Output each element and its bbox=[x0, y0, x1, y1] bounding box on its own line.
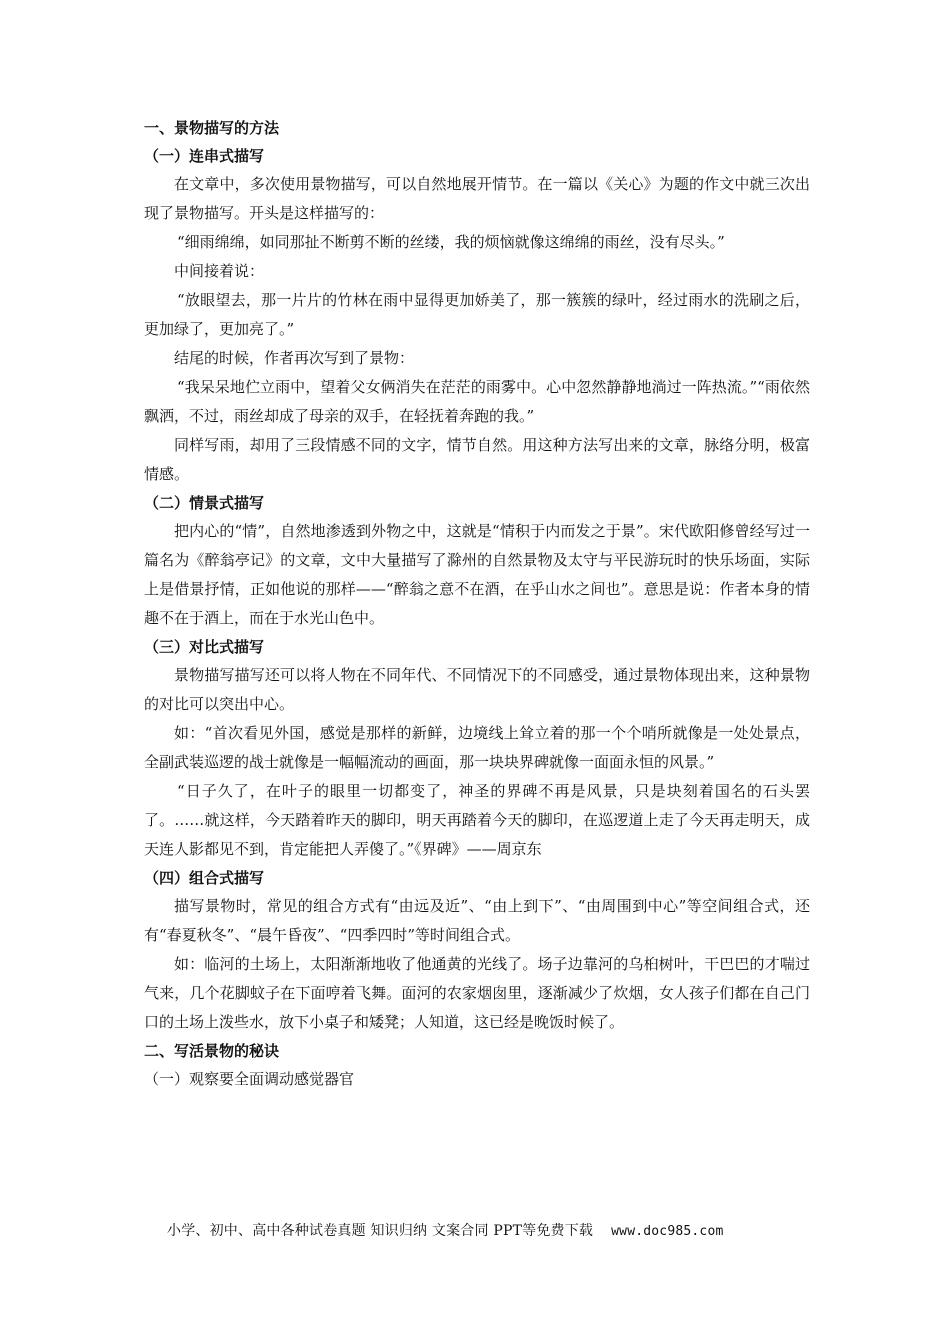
quote-paragraph: “放眼望去，那一片片的竹林在雨中显得更加娇美了，那一簇簇的绿叶，经过雨水的洗刷之后，更加绿了，更加亮了。” bbox=[144, 291, 810, 338]
paragraph: 中间接着说： bbox=[174, 262, 265, 280]
subheading-serial: （一）连串式描写 bbox=[144, 147, 265, 165]
page-footer bbox=[167, 1220, 867, 1240]
quote-paragraph: “细雨绵绵，如同那扯不断剪不断的丝缕，我的烦恼就像这绵绵的雨丝，没有尽头。” bbox=[177, 233, 725, 251]
section-heading-secrets: 二、写活景物的秘诀 bbox=[144, 1042, 280, 1060]
paragraph: 描写景物时，常见的组合方式有“由远及近”、“由上到下”、“由周围到中心”等空间组合式，还有“春夏秋冬”、“晨午昏夜”、“四季四时”等时间组合式。 bbox=[144, 897, 810, 944]
paragraph: 结尾的时候，作者再次写到了景物： bbox=[174, 349, 415, 367]
subheading-combination: （四）组合式描写 bbox=[144, 869, 265, 887]
quote-paragraph: “我呆呆地伫立雨中，望着父女俩消失在茫茫的雨雾中。心中忽然静静地淌过一阵热流。”“雨依然飘洒，不过，雨丝却成了母亲的双手，在轻抚着奔跑的我。” bbox=[144, 378, 810, 425]
paragraph: 如：临河的土场上，太阳渐渐地收了他通黄的光线了。场子边靠河的乌桕树叶，干巴巴的才喘过气来，几个花脚蚊子在下面哼着飞舞。面河的农家烟囱里，逐渐减少了炊烟，女人孩子们都在自己门口的土场上泼些水，放下小桌子和矮凳；人知道，这已经是晚饭时候了。 bbox=[144, 955, 810, 1031]
footer-site-link[interactable]: www.doc985.com bbox=[611, 1224, 724, 1239]
quote-paragraph: “日子久了，在叶子的眼里一切都变了，神圣的界碑不再是风景，只是块刻着国名的石头罢了。……就这样，今天踏着昨天的脚印，明天再踏着今天的脚印，在巡逻道上走了今天再走明天，成天连人影都见不到，肯定能把人弄傻了。”《界碑》——周京东 bbox=[144, 782, 810, 858]
paragraph: 景物描写描写还可以将人物在不同年代、不同情况下的不同感受，通过景物体现出来，这种景物的对比可以突出中心。 bbox=[144, 666, 810, 713]
paragraph: 把内心的“情”，自然地渗透到外物之中，这就是“情积于内而发之于景”。宋代欧阳修曾经写过一篇名为《醉翁亭记》的文章，文中大量描写了滁州的自然景物及太守与平民游玩时的快乐场面，实际上是借景抒情，正如他说的那样——“醉翁之意不在酒，在乎山水之间也”。意思是说：作者本身的情趣不在于酒上，而在于水光山色中。 bbox=[144, 522, 810, 627]
footer-text: 小学、初中、高中各种试卷真题 知识归纳 文案合同 PPT等免费下载 bbox=[167, 1223, 594, 1239]
section-heading-methods: 一、景物描写的方法 bbox=[144, 119, 280, 137]
subheading-observation: （一）观察要全面调动感觉器官 bbox=[144, 1070, 355, 1088]
paragraph: 同样写雨，却用了三段情感不同的文字，情节自然。用这种方法写出来的文章，脉络分明，极富情感。 bbox=[144, 436, 810, 483]
paragraph: 在文章中，多次使用景物描写，可以自然地展开情节。在一篇以《关心》为题的作文中就三次出现了景物描写。开头是这样描写的： bbox=[144, 175, 810, 222]
subheading-contrast: （三）对比式描写 bbox=[144, 638, 265, 656]
document-body bbox=[144, 114, 810, 1093]
subheading-scene-emotion: （二）情景式描写 bbox=[144, 494, 265, 512]
paragraph: 如：“首次看见外国，感觉是那样的新鲜，边境线上耸立着的那一个个哨所就像是一处处景点，全副武装巡逻的战士就像是一幅幅流动的画面，那一块块界碑就像一面面永恒的风景。” bbox=[144, 724, 810, 771]
